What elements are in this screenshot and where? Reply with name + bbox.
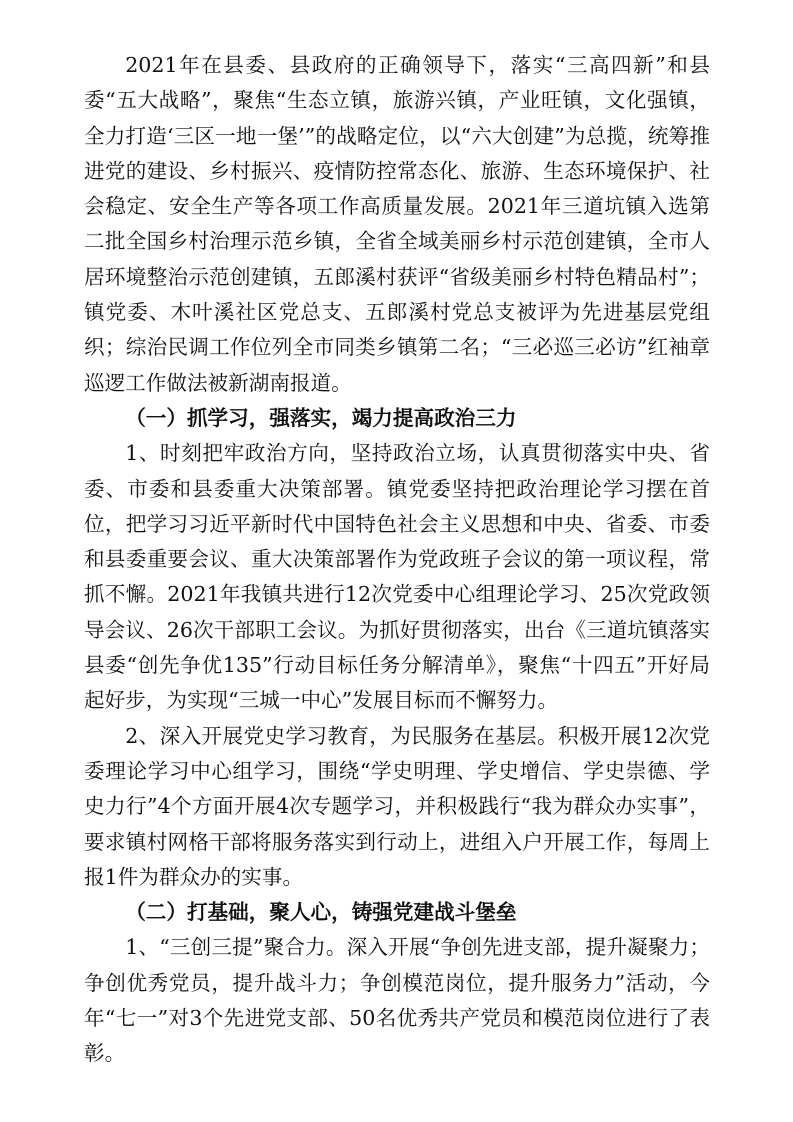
document-body <box>84 48 710 1072</box>
section-2-paragraph-1: 1、“三创三提”聚合力。深入开展“争创先进支部，提升凝聚力；争创优秀党员，提升战斗力；争创模范岗位，提升服务力”活动，今年“七一”对3个先进党支部、50名优秀共产党员和模范岗位进行了表彰。 <box>84 935 710 1066</box>
section-1-paragraph-2: 2、深入开展党史学习教育，为民服务在基层。积极开展12次党委理论学习中心组学习，围绕“学史明理、学史增信、学史崇德、学史力行”4个方面开展4次专题学习，并积极践行“我为群众办实事”，要求镇村网格干部将服务落实到行动上，进组入户开展工作，每周上报1件为群众办的实事。 <box>84 723 710 889</box>
intro-paragraph: 2021年在县委、县政府的正确领导下，落实“三高四新”和县委“五大战略”，聚焦“生态立镇，旅游兴镇，产业旺镇，文化强镇，全力打造‘三区一地一堡’”的战略定位，以“六大创建”为总揽，统筹推进党的建设、乡村振兴、疫情防控常态化、旅游、生态环境保护、社会稳定、安全生产等各项工作高质量发展。2021年三道坑镇入选第二批全国乡村治理示范乡镇，全省全域美丽乡村示范创建镇，全市人居环境整治示范创建镇，五郎溪村获评“省级美丽乡村特色精品村”；镇党委、木叶溪社区党总支、五郎溪村党总支被评为先进基层党组织；综治民调工作位列全市同类乡镇第二名；“三必巡三必访”红袖章巡逻工作做法被新湖南报道。 <box>84 53 710 395</box>
section-1-paragraph-1: 1、时刻把牢政治方向，坚持政治立场，认真贯彻落实中央、省委、市委和县委重大决策部署。镇党委坚持把政治理论学习摆在首位，把学习习近平新时代中国特色社会主义思想和中央、省委、市委和县委重要会议、重大决策部署作为党政班子会议的第一项议程，常抓不懈。2021年我镇共进行12次党委中心组理论学习、25次党政领导会议、26次干部职工会议。为抓好贯彻落实，出台《三道坑镇落实县委“创先争优135”行动目标任务分解清单》，聚焦“十四五”开好局起好步，为实现“三城一中心”发展目标而不懈努力。 <box>84 441 710 713</box>
section-heading-1: （一）抓学习，强落实，竭力提高政治三力 <box>125 405 517 430</box>
section-heading-2: （二）打基础，聚人心，铸强党建战斗堡垒 <box>125 900 517 925</box>
